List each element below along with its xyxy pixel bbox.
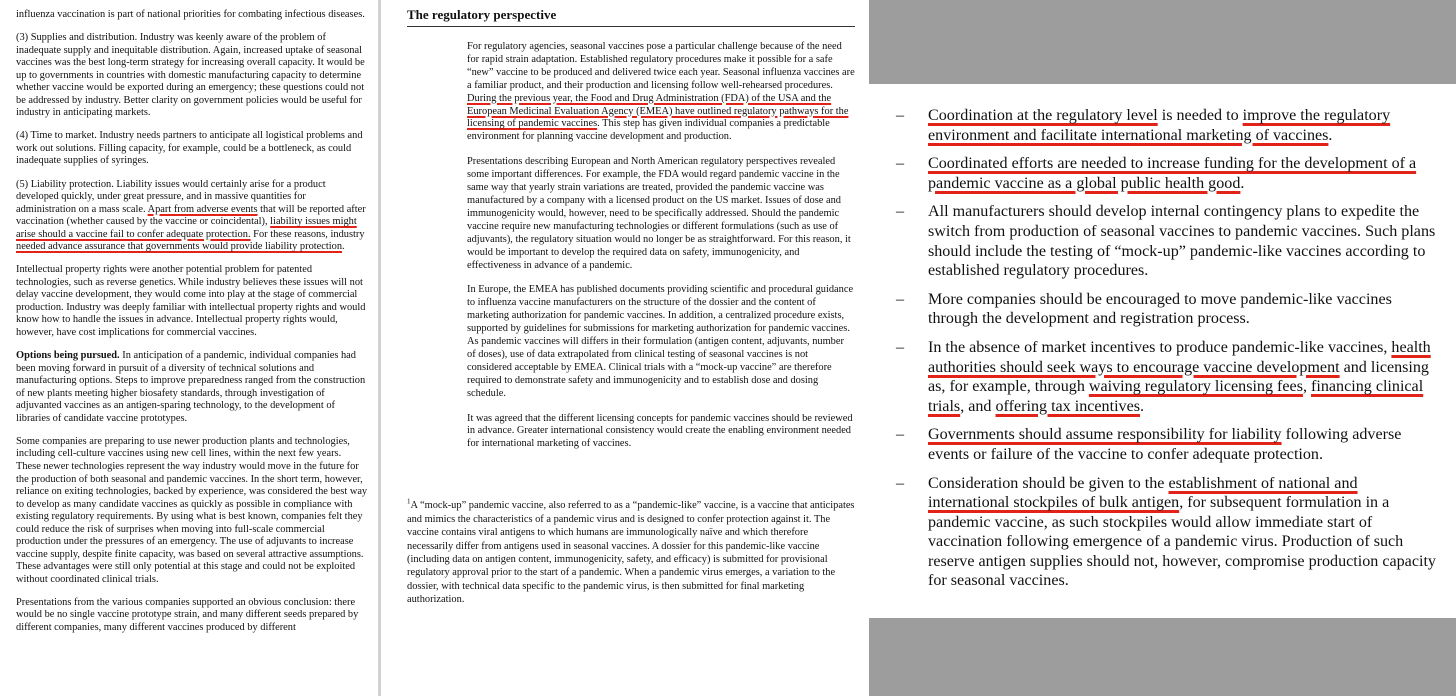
text-run: In anticipation of a pandemic, individual companies had been moving forward in pursuit of a diversity of technical solutions and manufacturing options. Steps to improve preparedness ranged from the construction of new plants meeting higher biosafety standards, through investigation of adjuvanted vaccines as an antigen-sparing technology, to the development of libraries of candidate vaccine prototypes.	[16, 350, 366, 424]
text-run: It was agreed that the different licensing concepts for pandemic vaccines should be reviewed in advance. Greater international consistency would create the enabling environment needed for international marketing of vaccines.	[467, 412, 853, 450]
text-run: All manufacturers should develop internal contingency plans to expedite the switch from production of seasonal vaccines to pandemic vaccines. Such plans should include the testing of “mock-up” pandemic-like vaccines according to established regulatory procedures.	[928, 203, 1436, 280]
bold-run-in-heading: Options being pursued.	[16, 350, 120, 362]
underlined-text: financing clinical trials	[928, 378, 1424, 415]
paragraph	[16, 130, 368, 168]
text-run: In the absence of market incentives to produce pandemic-like vaccines,	[928, 338, 1392, 356]
text-run: Presentations from the various companies supported an obvious conclusion: there would be no single vaccine prototype strain, and many different seeds prepared by different companies, many different vaccines produced by different	[16, 596, 359, 634]
text-run: is needed to	[1157, 107, 1243, 124]
underlined-text: health authorities should seek ways to encourage vaccine development	[928, 338, 1431, 376]
section-heading: The regulatory perspective	[407, 5, 855, 27]
paragraph	[16, 9, 368, 22]
dash-bullet-icon: –	[896, 290, 905, 308]
text-run: In Europe, the EMEA has published documents providing scientific and procedural guidance to influenza vaccine manufacturers on the structure of the dossier and the content of marketing authorization for pandemic vaccines. In addition, a centralized procedure exists, supported by guidelines for submissions for marketing authorization for pandemic vaccines. As pandemic vaccines will differs in their formulation (antigen content, adjuvants, number of doses), use of data extrapolated from clinical testing of seasonal vaccines is not considered acceptable by EMEA. Clinical trials with a “mock-up vaccine” are therefore required to demonstrate safety and immunogenicity and to establish dose and dosing schedule.	[467, 284, 854, 399]
footnote	[407, 499, 855, 606]
text-run: Some companies are preparing to use newer production plants and technologies, including cell-culture vaccines using new cell lines, within the next few years. These newer technologies represent the way industry would move in the future for the production of both seasonal and pandemic vaccines. In the short term, however, reliance on exiting technologies, backed by experience, was considered the best way to develop as many candidate vaccines as quickly as possible in compliance with existing regulatory requirements. By using what is best known, companies felt they could reduce the risk of surprises when moving into full-scale commercial production under the pressures of an emergency. The use of adjuvants to increase vaccine supply, despite finite capacity, was based on several attractive assumptions. These advantages were still only potential at this stage and could not be exploited without coordinated clinical trials.	[16, 435, 368, 585]
recommendations-list	[869, 106, 1456, 600]
underlined-text: improve the regulatory environment and facilitate international marketing of vaccines	[928, 107, 1391, 144]
text-run: following adverse events or failure of the vaccine to confer adequate protection.	[928, 426, 1402, 463]
paragraph	[16, 179, 368, 254]
text-run: .	[1240, 174, 1245, 192]
document-page-middle	[381, 0, 869, 696]
paragraph	[16, 597, 368, 635]
paragraph	[16, 436, 368, 587]
dash-bullet-icon: –	[896, 338, 905, 356]
underlined-text: Coordination at the regulatory level	[928, 107, 1158, 124]
list-item	[869, 338, 1456, 416]
underlined-text: Coordinated efforts are needed to increase funding for the development of a pandemic vaccine as a global public health good	[928, 155, 1417, 192]
paragraph	[467, 41, 855, 144]
section-body	[407, 41, 855, 451]
text-run: For regulatory agencies, seasonal vaccines pose a particular challenge because of the need for rapid strain adaptation. Established regulatory procedures make it possible for a safe “new” vaccine to be produced and delivered twice each year. Seasonal influenza vaccines are a familiar product, and their production and licensing follow well-rehearsed procedures.	[467, 41, 855, 91]
text-run: Presentations describing European and North American regulatory perspectives revealed some important differences. For example, the FDA would regard pandemic vaccine in the same way that yearly strain variations are treated, provided the pandemic vaccine was manufactured by a company with a licensed product on the US market. Issues of dose and immunogenicity would, however, need to be specifically addressed. Should the pandemic vaccine require new manufacturing technologies or different formulations (such as use of adjuvants), the regulatory situation would no longer be as straightforward. For this reason, it would be important to develop the required data on safety, immunogenicity, and effectiveness in advance of a pandemic.	[467, 156, 851, 271]
underlined-text: During the previous year, the Food and Drug Administration (FDA) of the USA and the European Medicinal Evaluation Agency (EMEA) have outlined regulatory pathways for the licensing of pandemic vaccines	[467, 92, 849, 130]
paragraph	[467, 284, 855, 400]
list-item	[869, 154, 1456, 193]
document-page-right	[869, 0, 1456, 696]
paragraph	[467, 413, 855, 452]
list-item	[869, 202, 1456, 280]
text-run: (5) Liability protection. Liability issues would certainly arise for a product developed quickly, under great pressure, and in massive quantities for administration on a mass scale.	[16, 178, 326, 215]
text-run: Consideration should be given to the	[928, 474, 1169, 492]
underlined-text: Apart from adverse events	[147, 203, 258, 215]
list-item	[869, 474, 1456, 592]
text-run: .	[342, 241, 345, 253]
underlined-text: liability issues might arise should a vaccine fail to confer adequate protection.	[16, 216, 357, 240]
text-run: , and	[960, 397, 996, 415]
text-run: (4) Time to market. Industry needs partners to anticipate all logistical problems and work out solutions. Filling capacity, for example, could be a bottleneck, as could inadequate supplies of syringes.	[16, 130, 363, 167]
paragraph	[16, 32, 368, 120]
text-run: and licensing as, for example, through	[928, 358, 1429, 396]
text-run: ,	[1302, 378, 1312, 396]
footnote-marker: 1	[407, 497, 411, 506]
underlined-text: establishment of national and international stockpiles of bulk antigen	[928, 474, 1358, 512]
paragraph	[16, 350, 368, 425]
dash-bullet-icon: –	[896, 426, 905, 444]
dash-bullet-icon: –	[896, 474, 905, 492]
footnote-text: A “mock-up” pandemic vaccine, also referred to as a “pandemic-like” vaccine, is a vaccine that anticipates and mimics the characteristics of a pandemic virus and is designed to confer protection against it. The vaccine contains viral antigens to which humans are immunologically naïve and which therefore necessarily differ from antigens used in seasonal vaccines. A dossier for this pandemic-like vaccine (including data on antigen content, immunogenicity, safety, and efficacy) is submitted for provisional regulatory approval prior to the start of a pandemic. When a pandemic virus emerges, a variation to the dossier, with technical data specific to the pandemic virus, is then submitted for final marketing authorization.	[407, 500, 855, 606]
text-run: that will be reported after vaccination (whether caused by the vaccine or coincidental),	[16, 203, 366, 228]
list-item	[869, 425, 1456, 464]
text-run: Intellectual property rights were another potential problem for patented technologies, such as reverse genetics. While industry believes these issues will not delay vaccine development, they would come into play at the stage of commercial production. Industry was deeply familiar with intellectual property rights and would know how to handle the issues in advance. Intellectual property rights would, however, have cost implications for commercial vaccines.	[16, 264, 366, 339]
underlined-text: waiving regulatory licensing fees	[1088, 378, 1303, 396]
text-run: (3) Supplies and distribution. Industry was keenly aware of the problem of inadequate supply and inequitable distribution. Again, increased uptake of seasonal vaccines was the best long-term strategy for increasing overall capacity. It would be up to governments in countries with domestic manufacturing capacity to determine whether vaccine would be exported during an emergency; these questions could not be addressed by industry. Better clarity on government policies would be useful for industry in anticipating markets.	[16, 32, 365, 119]
underlined-text: Governments should assume responsibility for liability	[928, 426, 1282, 444]
underlined-text: needed advance assurance that governments would provide liability protection	[16, 241, 343, 253]
dash-bullet-icon: –	[896, 107, 905, 124]
paragraph	[16, 264, 368, 339]
list-item	[869, 290, 1456, 329]
text-run: . This step has given individual companies a predictable environment for planning vaccine development and production.	[467, 118, 830, 143]
text-run: influenza vaccination is part of national priorities for combating infectious diseases.	[16, 9, 365, 20]
text-run: More companies should be encouraged to move pandemic-like vaccines through the development and registration process.	[928, 290, 1392, 328]
highlighted-page-area	[869, 84, 1456, 618]
underlined-text: offering tax incentives	[995, 397, 1140, 415]
paragraph	[467, 156, 855, 272]
text-run: For these reasons, industry	[250, 228, 365, 240]
text-run: , for subsequent formulation in a pandemic vaccine, as such stockpiles would allow immediate start of vaccination following emergence of a pandemic virus. Production of such reserve antigen supplies should not, however, compromise production capacity for seasonal vaccines.	[928, 494, 1436, 590]
list-item	[869, 106, 1456, 145]
dash-bullet-icon: –	[896, 203, 905, 221]
text-run: .	[1140, 397, 1145, 415]
dash-bullet-icon: –	[896, 155, 905, 173]
document-page-left	[0, 0, 378, 696]
text-run: .	[1328, 126, 1333, 144]
